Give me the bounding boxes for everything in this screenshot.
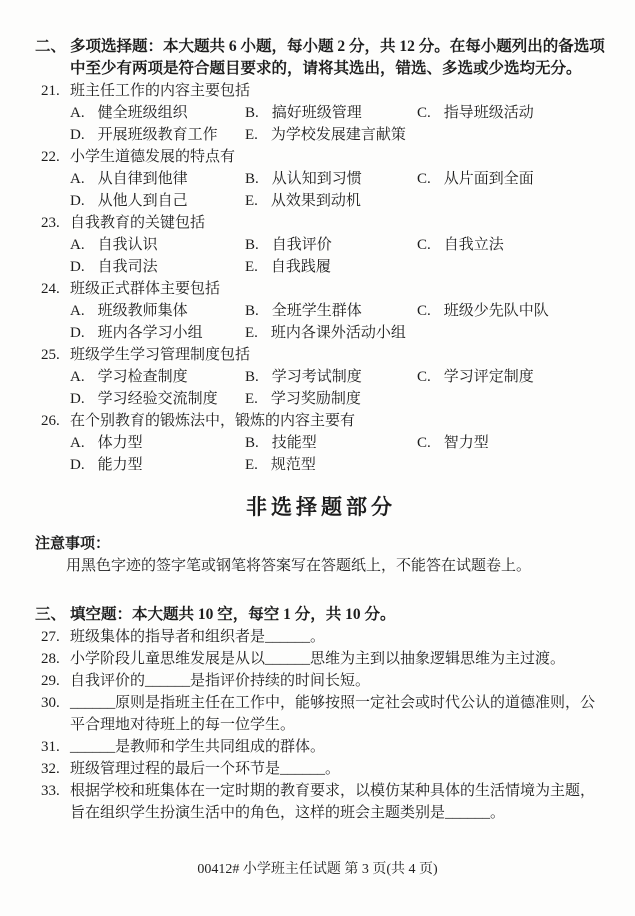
fill-in-question <box>35 780 607 824</box>
option-letter: B. <box>245 303 259 319</box>
option-text: 学习检查制度 <box>97 369 188 385</box>
question-text: ______是教师和学生共同组成的群体。 <box>70 739 326 755</box>
non-choice-part-heading: 非选择题部分 <box>246 496 396 519</box>
question-number: 23. <box>41 215 60 231</box>
option <box>70 388 245 410</box>
fill-in-question <box>35 626 607 648</box>
question-stem-row <box>35 80 607 102</box>
mc-question <box>35 344 607 410</box>
question-text: 自我评价的______是指评价持续的时间长短。 <box>70 673 371 689</box>
option <box>245 322 417 344</box>
option <box>70 102 245 124</box>
option-row <box>35 322 607 344</box>
option-text: 指导班级活动 <box>443 105 534 121</box>
option-letter: C. <box>417 435 431 451</box>
section-number-label: 三、 <box>35 606 67 623</box>
option-letter: D. <box>70 127 85 143</box>
question-text: 班级管理过程的最后一个环节是______。 <box>70 761 341 777</box>
option-letter: D. <box>70 325 85 341</box>
option-letter: A. <box>70 237 85 253</box>
option-letter: E. <box>245 325 258 341</box>
option-text: 能力型 <box>97 457 143 473</box>
option-letter: C. <box>417 369 431 385</box>
option-text: 自我认识 <box>97 237 158 253</box>
option-text: 开展班级教育工作 <box>97 127 218 143</box>
fill-in-question <box>35 758 607 780</box>
question-stem-row <box>35 344 607 366</box>
option <box>245 190 417 212</box>
option-letter: C. <box>417 237 431 253</box>
question-number: 30. <box>41 695 60 711</box>
option-letter: D. <box>70 193 85 209</box>
option-text: 从认知到习惯 <box>271 171 362 187</box>
mc-question <box>35 278 607 344</box>
option-text: 技能型 <box>271 435 317 451</box>
option-text: 班级少先队中队 <box>443 303 549 319</box>
option-letter: A. <box>70 105 85 121</box>
page-footer: 00412# 小学班主任试题 第 3 页(共 4 页) <box>197 862 438 877</box>
option <box>245 388 417 410</box>
option-letter: E. <box>245 391 258 407</box>
fill-in-section <box>35 604 607 824</box>
question-stem: 班主任工作的内容主要包括 <box>70 83 251 99</box>
option <box>245 168 417 190</box>
option-text: 体力型 <box>97 435 143 451</box>
question-number: 32. <box>41 761 60 777</box>
notice-block <box>35 533 607 577</box>
option <box>245 234 417 256</box>
question-stem: 自我教育的关键包括 <box>70 215 206 231</box>
option-row <box>35 432 607 454</box>
section-number-label: 二、 <box>35 38 67 55</box>
option-row <box>35 124 607 146</box>
mc-question <box>35 410 607 476</box>
option-letter: C. <box>417 303 431 319</box>
option <box>70 322 245 344</box>
option-letter: A. <box>70 171 85 187</box>
question-stem-row <box>35 410 607 432</box>
option-row <box>35 366 607 388</box>
option <box>70 366 245 388</box>
option <box>417 168 607 190</box>
option-row <box>35 300 607 322</box>
option-letter: C. <box>417 171 431 187</box>
option-row <box>35 168 607 190</box>
option <box>245 102 417 124</box>
option-text: 班级教师集体 <box>97 303 188 319</box>
option-letter: B. <box>245 237 259 253</box>
option-letter: B. <box>245 171 259 187</box>
question-text: 根据学校和班集体在一定时期的教育要求，以模仿某种具体的生活情境为主题，旨在组织学生扮演生活中的角色，这样的班会主题类别是______。 <box>70 783 596 821</box>
option-letter: D. <box>70 259 85 275</box>
option-text: 学习经验交流制度 <box>97 391 218 407</box>
option-row <box>35 234 607 256</box>
option <box>245 454 417 476</box>
option-letter: B. <box>245 435 259 451</box>
option-letter: E. <box>245 193 258 209</box>
option-text: 自我践履 <box>270 259 331 275</box>
question-stem: 班级学生学习管理制度包括 <box>70 347 251 363</box>
option-row <box>35 256 607 278</box>
option <box>417 432 607 454</box>
option-text: 班内各课外活动小组 <box>270 325 406 341</box>
question-stem-row <box>35 146 607 168</box>
question-text: ______原则是指班主任在工作中，能够按照一定社会或时代公认的道德准则，公平合理地对待班上的每一位学生。 <box>70 695 596 733</box>
option-letter: A. <box>70 369 85 385</box>
question-number: 21. <box>41 83 60 99</box>
option-text: 从效果到动机 <box>270 193 361 209</box>
question-text: 小学阶段儿童思维发展是从以______思维为主到以抽象逻辑思维为主过渡。 <box>70 651 566 667</box>
option-letter: E. <box>245 259 258 275</box>
option-row <box>35 102 607 124</box>
option-text: 规范型 <box>270 457 316 473</box>
option-letter: B. <box>245 105 259 121</box>
question-stem: 小学生道德发展的特点有 <box>70 149 236 165</box>
notice-title: 注意事项： <box>35 535 111 552</box>
fill-in-question <box>35 692 607 736</box>
fill-in-question <box>35 670 607 692</box>
option-text: 从自律到他律 <box>97 171 188 187</box>
option <box>245 256 417 278</box>
option <box>70 432 245 454</box>
option <box>245 300 417 322</box>
question-number: 26. <box>41 413 60 429</box>
fill-in-question-list <box>35 626 607 824</box>
option-row <box>35 454 607 476</box>
question-number: 33. <box>41 783 60 799</box>
fill-in-section-header <box>35 604 607 626</box>
fill-in-question <box>35 736 607 758</box>
option <box>245 432 417 454</box>
option <box>70 256 245 278</box>
option-text: 学习评定制度 <box>443 369 534 385</box>
question-number: 27. <box>41 629 60 645</box>
option <box>245 124 417 146</box>
option-text: 搞好班级管理 <box>271 105 362 121</box>
option-row <box>35 190 607 212</box>
option-text: 智力型 <box>443 435 489 451</box>
option-text: 自我评价 <box>271 237 332 253</box>
option-text: 从片面到全面 <box>443 171 534 187</box>
option <box>70 168 245 190</box>
option-row <box>35 388 607 410</box>
multiple-choice-question-list <box>35 80 607 476</box>
option-text: 自我立法 <box>443 237 504 253</box>
question-number: 25. <box>41 347 60 363</box>
option-text: 自我司法 <box>97 259 158 275</box>
mc-question <box>35 146 607 212</box>
option-letter: D. <box>70 391 85 407</box>
option-letter: E. <box>245 457 258 473</box>
question-stem: 在个别教育的锻炼法中，锻炼的内容主要有 <box>70 413 356 429</box>
question-number: 31. <box>41 739 60 755</box>
question-number: 29. <box>41 673 60 689</box>
option-letter: E. <box>245 127 258 143</box>
question-number: 22. <box>41 149 60 165</box>
option <box>245 366 417 388</box>
question-stem-row <box>35 212 607 234</box>
option <box>417 234 607 256</box>
option <box>417 366 607 388</box>
question-text: 班级集体的指导者和组织者是______。 <box>70 629 326 645</box>
option-text: 班内各学习小组 <box>97 325 203 341</box>
question-number: 28. <box>41 651 60 667</box>
option-letter: A. <box>70 435 85 451</box>
option-letter: C. <box>417 105 431 121</box>
option-text: 健全班级组织 <box>97 105 188 121</box>
option-letter: A. <box>70 303 85 319</box>
option-text: 全班学生群体 <box>271 303 362 319</box>
option <box>70 124 245 146</box>
question-stem-row <box>35 278 607 300</box>
option-text: 学习考试制度 <box>271 369 362 385</box>
multiple-choice-section-header <box>35 36 607 80</box>
option-text: 学习奖励制度 <box>270 391 361 407</box>
option-letter: D. <box>70 457 85 473</box>
option-text: 从他人到自己 <box>97 193 188 209</box>
option <box>70 454 245 476</box>
section-instructions: 填空题：本大题共 10 空，每空 1 分，共 10 分。 <box>70 606 396 623</box>
mc-question <box>35 212 607 278</box>
option-letter: B. <box>245 369 259 385</box>
fill-in-question <box>35 648 607 670</box>
question-number: 24. <box>41 281 60 297</box>
notice-body: 用黑色字迹的签字笔或钢笔将答案写在答题纸上，不能答在试题卷上。 <box>66 558 532 574</box>
question-stem: 班级正式群体主要包括 <box>70 281 221 297</box>
multiple-choice-section <box>35 36 607 476</box>
section-instructions: 多项选择题：本大题共 6 小题，每小题 2 分，共 12 分。在每小题列出的备选项中至少有两项是符合题目要求的，请将其选出，错选、多选或少选均无分。 <box>70 38 605 77</box>
option-text: 为学校发展建言献策 <box>270 127 406 143</box>
mc-question <box>35 80 607 146</box>
option <box>70 234 245 256</box>
option <box>70 190 245 212</box>
option <box>70 300 245 322</box>
option <box>417 300 607 322</box>
option <box>417 102 607 124</box>
